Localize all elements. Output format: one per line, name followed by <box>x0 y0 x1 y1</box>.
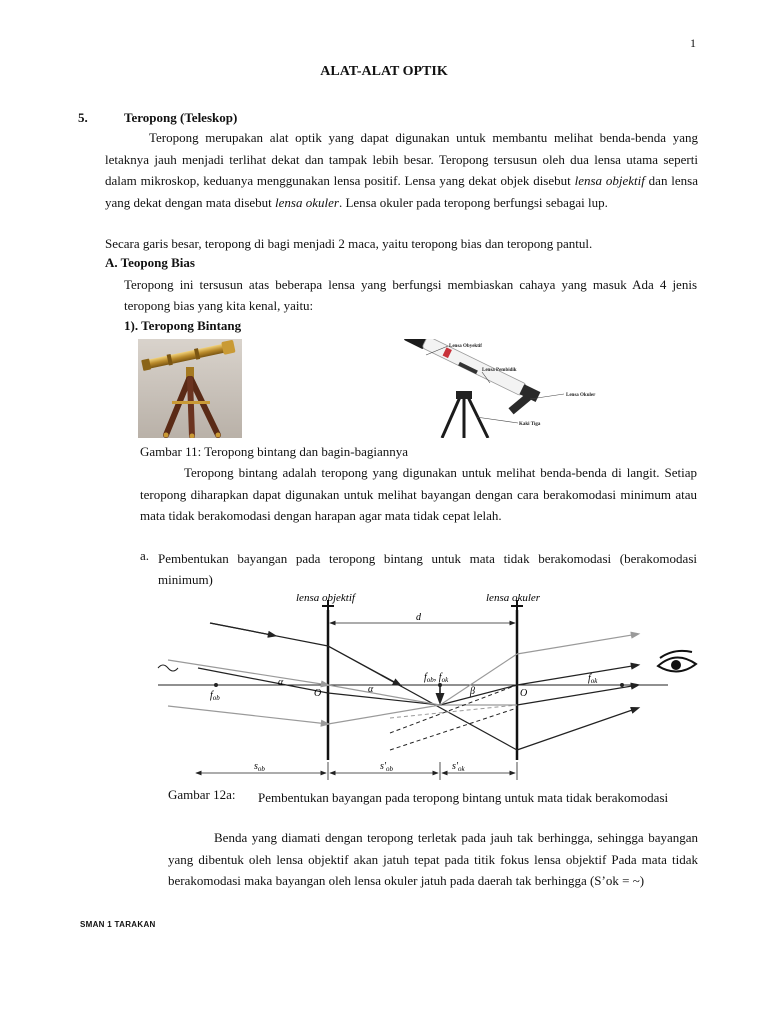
label-alpha-1: α <box>278 677 284 688</box>
label-f-ok: $f_{ok}$ <box>588 673 598 685</box>
label-s-ok-prime: $s'_{ok}$ <box>452 761 465 773</box>
wave-icon <box>158 665 178 671</box>
page-title: ALAT-ALAT OPTIK <box>320 64 448 79</box>
term-lensa-okuler: lensa okuler <box>275 194 339 210</box>
figure-11-caption: Gambar 11: Teropong bintang dan bagin-bagiannya <box>140 444 409 459</box>
teropong-bintang-paragraph: Teropong bintang adalah teropong yang digunakan untuk melihat benda-benda di langit. Setiap teropong diharapkan dapat digunakan untuk melihat bayangan dengan cara berakomodasi minimum atau mata tidak berakomodasi dengan harapan agar mata tidak cepat lelah. <box>140 465 697 523</box>
label-kaki-tiga: Kaki Tiga <box>519 422 541 427</box>
label-o-objective: O <box>314 688 322 699</box>
page-number: 1 <box>690 36 696 50</box>
label-lensa-obyektif: Lensa Obyektif <box>449 344 482 349</box>
label-lensa-okuler: lensa okuler <box>486 592 541 604</box>
teropong-bias-paragraph: Teropong ini tersusun atas beberapa lensa yang berfungsi membiaskan cahaya yang masuk Ada 4 jenis teropong bias yang kita kenal, yaitu: <box>124 277 697 313</box>
page-footer: SMAN 1 TARAKAN <box>80 920 156 929</box>
figure-12-caption-text: Pembentukan bayangan pada teropong bintang untuk mata tidak berakomodasi <box>258 790 669 805</box>
label-s-ob-prime: $s'_{ob}$ <box>380 761 394 773</box>
subsection-teropong-bintang: 1). Teropong Bintang <box>124 318 242 333</box>
ray-diagram <box>150 588 710 784</box>
image-formation-paragraph: Benda yang diamati dengan teropong terletak pada jauh tak berhingga, sehingga bayangan yang dibentuk oleh lensa objektif akan jatuh tepat pada titik fokus lensa objektif Pada mata tidak berakomodasi maka bayangan oleh lensa okuler jatuh pada daerah tak berhingga (S’ok = ~) <box>168 830 698 888</box>
subsection-teropong-bias: A. Teopong Bias <box>105 255 195 270</box>
label-common-focus: $f_{ob}$, $f_{ok}$ <box>424 672 449 684</box>
figure-12-caption-label: Gambar 12a: <box>168 787 236 802</box>
label-lensa-pembidik: Lensa Pembidik <box>482 368 517 373</box>
label-lensa-objektif: lensa objektif <box>296 592 355 604</box>
eye-icon <box>658 651 696 672</box>
label-lensa-okuler: Lensa Okuler <box>566 393 596 398</box>
label-alpha-2: α <box>368 684 374 695</box>
label-f-ob: $f_{ob}$ <box>210 690 220 702</box>
item-a-text: Pembentukan bayangan pada teropong bintang untuk mata tidak berakomodasi (berakomodasi minimum) <box>158 551 697 587</box>
classification-paragraph: Secara garis besar, teropong di bagi menjadi 2 maca, yaitu teropong bias dan teropong pantul. <box>105 236 593 251</box>
brass-telescope-photo <box>138 339 242 438</box>
section-number: 5. <box>78 110 88 125</box>
label-s-ob: $s_{ob}$ <box>254 761 265 773</box>
term-lensa-objektif: lensa objektif <box>574 173 645 188</box>
label-d: d <box>416 612 421 623</box>
label-o-eyepiece: O <box>520 688 528 699</box>
intro-paragraph: Teropong merupakan alat optik yang dapat digunakan untuk membantu melihat benda-benda yang letaknya jauh menjadi terlihat dekat dan tampak lebih besar. Teropong tersusun oleh dua lensa utama seperti dalam mikroskop, keduanya menggunakan lensa positif. Lensa yang dekat objek disebut lensa objektif dan lensa yang dekat dengan mata disebut lensa okuler. Lensa okuler pada teropong berfungsi sebagai lup. <box>105 130 698 210</box>
item-a-marker: a. <box>140 548 150 563</box>
label-beta: β <box>470 686 475 697</box>
section-title: Teropong (Teleskop) <box>124 110 238 125</box>
labeled-telescope-diagram <box>392 339 606 438</box>
